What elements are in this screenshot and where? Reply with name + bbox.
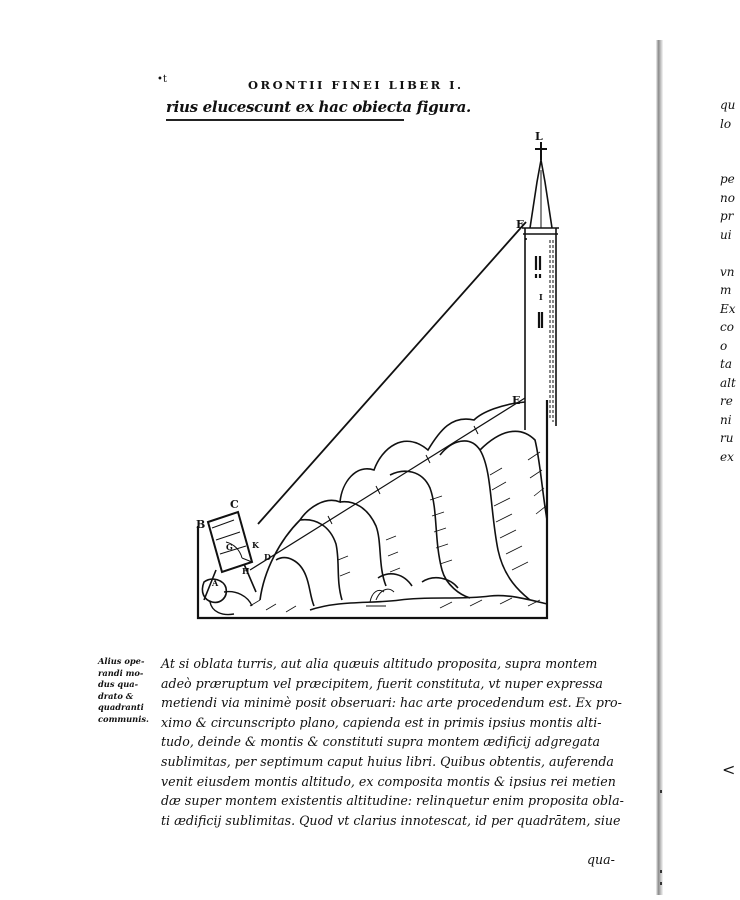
body-line: adeò præruptum vel præcipitem, fuerit constituta, vt nuper expressa	[161, 675, 603, 691]
body-line: tudo, deinde & montis & constituti supra montem ædificij adgregata	[161, 734, 600, 750]
label-i: I	[539, 292, 543, 302]
sight-line-base	[250, 398, 525, 570]
facing-fragment: m	[720, 283, 732, 297]
sight-line-summit	[258, 222, 526, 524]
body-line: venit eiusdem montis altitudo, ex composita montis & ipsius rei metien	[161, 773, 616, 789]
label-e: E	[512, 394, 521, 407]
body-line: sublimitas, per septimum caput huius libri. Quibus obtentis, auferenda	[161, 753, 614, 769]
facing-fragment: co	[720, 320, 734, 334]
margin-note-line: Alius ope-	[98, 656, 145, 666]
running-head: ORONTII FINEI LIBER I.	[248, 78, 464, 92]
facing-fragment: lo	[720, 116, 732, 131]
facing-fragment: pe	[720, 172, 735, 186]
margin-note-line: randi mo-	[98, 667, 144, 678]
page-mark: •t	[157, 74, 167, 85]
body-line: ti ædificij sublimitas. Quod vt clarius innotescat, id per quadrātem, siue	[161, 812, 621, 828]
margin-note-line: drato &	[98, 690, 134, 701]
facing-fragment: qu	[720, 98, 736, 112]
gutter-speck	[660, 882, 662, 885]
body-line: metiendi via minimè posit obseruari: hac arte procedendum est. Ex pro-	[161, 695, 622, 711]
gutter-speck	[660, 870, 662, 873]
facing-fragment: ui	[720, 227, 732, 242]
facing-fragment: Ex	[720, 301, 736, 316]
facing-fragment: ta	[720, 357, 732, 371]
stray-mark: <	[722, 760, 736, 779]
margin-note-line: dus qua-	[98, 679, 139, 689]
margin-note-line: quadranti	[98, 702, 144, 712]
facing-fragment	[720, 133, 736, 152]
facing-fragment: ru	[720, 431, 734, 445]
label-d: D	[264, 552, 271, 562]
facing-fragment: o	[720, 338, 728, 353]
margin-note	[98, 656, 158, 725]
facing-fragment: ni	[720, 412, 732, 427]
lead-line: rius elucescunt ex hac obiecta figura.	[166, 98, 471, 116]
facing-fragment: ex	[720, 449, 734, 464]
margin-note-line: communis.	[98, 713, 149, 724]
gutter-speck	[660, 790, 662, 793]
label-b: B	[196, 518, 206, 531]
facing-fragment: alt	[720, 375, 736, 390]
body-line: dæ super montem existentis altitudine: relinquetur enim proposita obla-	[161, 793, 624, 809]
label-k: K	[252, 540, 259, 550]
label-a: A	[212, 578, 219, 588]
facing-fragment: vn	[720, 264, 735, 279]
body-line: At si oblata turris, aut alia quæuis altitudo proposita, supra montem	[161, 656, 598, 671]
body-paragraph	[161, 654, 624, 830]
tower-cross	[535, 142, 547, 160]
mountain	[260, 402, 525, 600]
lead-underline	[166, 119, 404, 121]
woodcut-figure	[190, 130, 560, 630]
facing-fragment: pr	[720, 209, 734, 223]
facing-fragment: re	[720, 394, 733, 408]
body-line: ximo & circunscripto plano, capienda est in primis ipsius montis alti-	[161, 714, 602, 730]
facing-fragment	[720, 152, 736, 171]
facing-fragment: no	[720, 190, 735, 205]
page-gutter	[656, 40, 663, 895]
label-g: G	[226, 542, 233, 552]
label-l: L	[535, 130, 543, 143]
label-f: F	[516, 218, 524, 231]
catchword: qua-	[587, 852, 615, 867]
label-c: C	[230, 498, 239, 511]
facing-fragment	[720, 244, 736, 263]
facing-page-fragments	[720, 96, 736, 466]
label-h: H	[242, 566, 250, 576]
figure-frame	[198, 400, 547, 618]
